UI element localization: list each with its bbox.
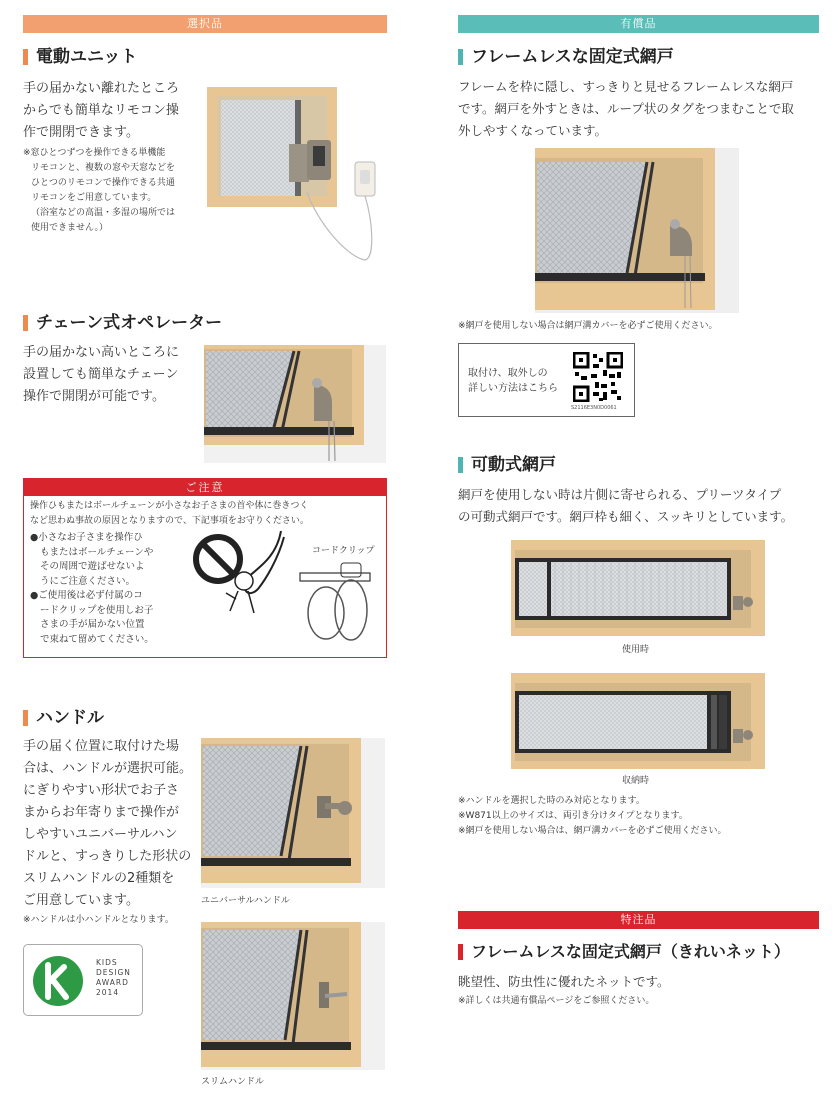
cord-clip-illustration [296, 555, 381, 645]
slim-handle-image [201, 922, 385, 1070]
award-text: KIDS DESIGN AWARD 2014 [96, 958, 131, 997]
heading-chain-operator: チェーン式オペレーター [23, 312, 222, 334]
section-band-special-order: 特注品 [458, 911, 819, 929]
handle-description: 手の届く位置に取付けた場 合は、ハンドルが選択可能。 にぎりやすい形状でお子さ まからお年寄りまで操作が しやすいユニバーサルハン ドルと、すっきりした形状の スリムハンドルの2種類を ご用意しています。 [23, 739, 193, 908]
cord-clip-label: コードクリップ [312, 546, 375, 556]
movable-screen-stored-image [511, 673, 765, 769]
kids-design-award-badge [23, 944, 143, 1016]
qr-description: 取付け、取外しの 詳しい方法はこちら [468, 368, 558, 394]
handle-note: ※ハンドルは小ハンドルとなります。 [23, 915, 174, 925]
motor-notes: ※窓ひとつずつを操作できる単機能 リモコンと、複数の窓や天窓などを ひとつのリモコンで操作できる共通 リモコンをご用意しています。 （浴室などの高温・多湿の場所では 使用できません。） [23, 148, 176, 233]
frameless-screen-image [535, 148, 739, 313]
heading-kirei-net: フレームレスな固定式網戸（きれいネット） [458, 941, 790, 963]
caption-in-use: 使用時 [622, 645, 650, 655]
movable-screen-in-use-image [511, 540, 765, 636]
kirei-net-description: 眺望性、防虫性に優れたネットです。 [458, 974, 670, 989]
section-band-paid: 有償品 [458, 15, 819, 33]
caution-bullet-1: ●小さなお子さまを操作ひ もまたはボールチェーンや その周囲で遊ばせないよ うにご注意ください。 [30, 532, 154, 587]
caution-bullet-2: ●ご使用後は必ず付属のコ ードクリップを使用しお子 さまの手が届かない位置 で束ねて留めてください。 [30, 590, 154, 645]
motor-description: 手の届かない離れたところ からでも簡単なリモコン操 作で開閉できます。 [23, 81, 180, 140]
kirei-net-note: ※詳しくは共通有償品ページをご参照ください。 [458, 996, 655, 1006]
movable-notes: ※ハンドルを選択した時のみ対応となります。 ※W871以上のサイズは、両引き分けタイプとなります。 ※網戸を使用しない場合は、網戸溝カバーを必ずご使用ください。 [458, 796, 727, 836]
section-band-optional: 選択品 [23, 15, 387, 33]
qr-code-id: S2116E3N0D0061 [571, 405, 617, 411]
prohibition-illustration [186, 529, 306, 629]
heading-motor-unit: 電動ユニット [23, 46, 137, 68]
frameless-description: フレームを枠に隠し、すっきりと見せるフレームレスな網戸 です。網戸を外すときは、ループ状のタグをつまむことで取 外しやすくなっています。 [458, 79, 794, 138]
caption-universal-handle: ユニバーサルハンドル [201, 896, 290, 906]
kids-design-logo-icon [32, 955, 84, 1007]
chain-description: 手の届かない高いところに 設置しても簡単なチェーン 操作で開閉が可能です。 [23, 345, 180, 404]
qr-info-box[interactable] [458, 343, 635, 417]
caution-box [23, 478, 387, 658]
universal-handle-image [201, 738, 385, 888]
qr-code-icon[interactable] [573, 352, 623, 402]
heading-movable-screen: 可動式網戸 [458, 454, 556, 476]
chain-operator-image [204, 345, 386, 463]
caution-intro: 操作ひもまたはボールチェーンが小さなお子さまの首や体に巻きつく など思わぬ事故の原因となりますので、下記事項をお守りください。 [30, 501, 309, 526]
movable-description: 網戸を使用しない時は片側に寄せられる、プリーツタイプ の可動式網戸です。網戸枠も細く、スッキリとしています。 [458, 487, 794, 524]
caution-title: ご注意 [24, 479, 386, 496]
caption-slim-handle: スリムハンドル [201, 1077, 265, 1087]
motor-unit-image [207, 82, 387, 262]
heading-handle: ハンドル [23, 707, 104, 729]
frameless-note: ※網戸を使用しない場合は網戸溝カバーを必ずご使用ください。 [458, 321, 718, 331]
heading-frameless-screen: フレームレスな固定式網戸 [458, 46, 674, 68]
caption-stored: 収納時 [622, 776, 650, 786]
